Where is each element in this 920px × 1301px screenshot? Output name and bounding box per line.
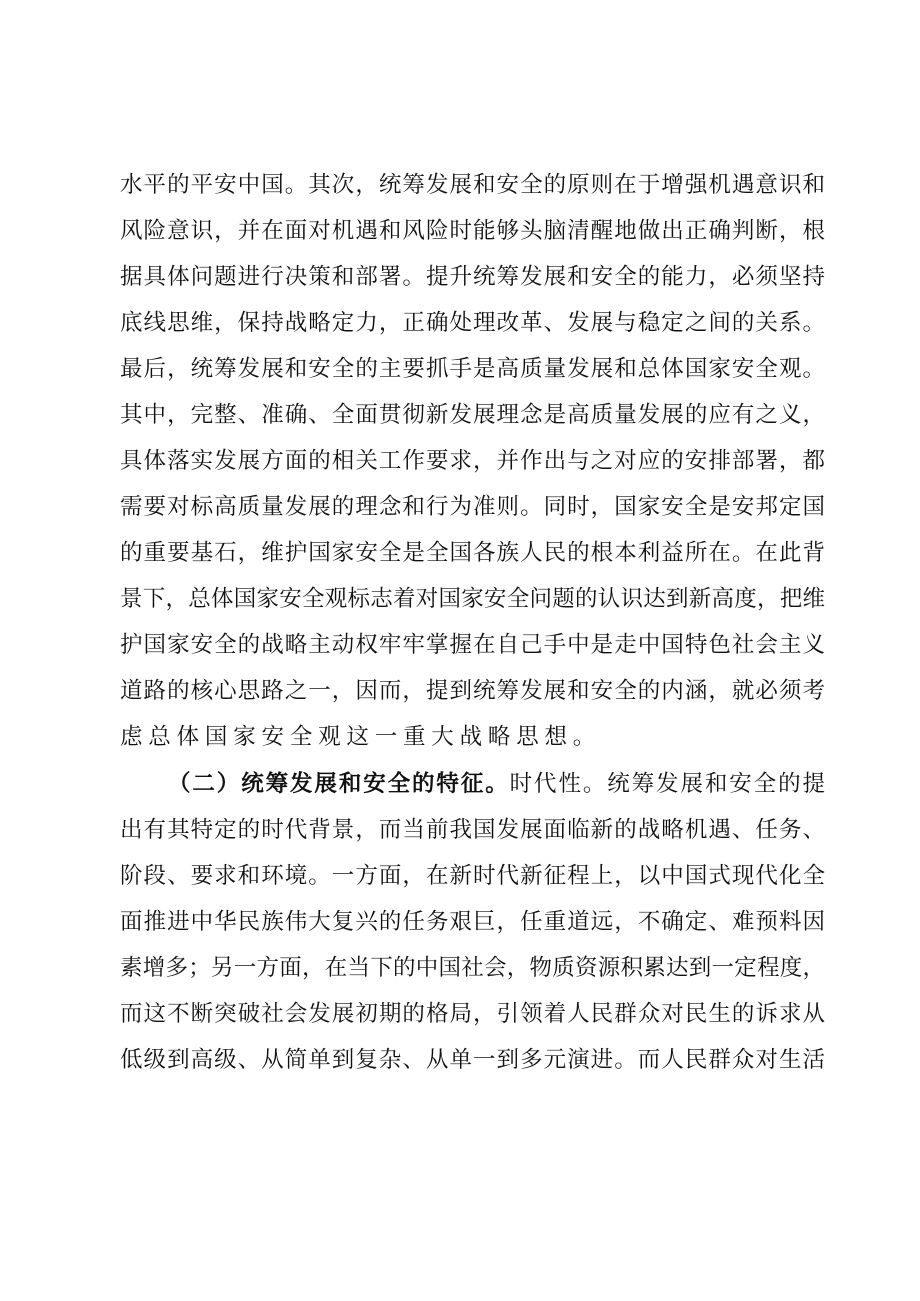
paragraph-line: 面推进中华民族伟大复兴的任务艰巨，任重道远，不确定、难预料因: [120, 909, 825, 935]
paragraph-line: 最后，统筹发展和安全的主要抓手是高质量发展和总体国家安全观。: [120, 356, 825, 382]
paragraph-line: 其中，完整、准确、全面贯彻新发展理念是高质量发展的应有之义，: [120, 402, 825, 428]
paragraph-line: 素增多；另一方面，在当下的中国社会，物质资源积累达到一定程度，: [120, 955, 825, 981]
paragraph-line: 低级到高级、从简单到复杂、从单一到多元演进。而人民群众对生活: [120, 1047, 825, 1073]
paragraph-line: 需要对标高质量发展的理念和行为准则。同时，国家安全是安邦定国: [120, 494, 825, 520]
paragraph-line: 虑总体国家安全观这一重大战略思想。: [120, 724, 602, 750]
paragraph-line: 具体落实发展方面的相关工作要求，并作出与之对应的安排部署，都: [120, 448, 825, 474]
paragraph-line: 风险意识，并在面对机遇和风险时能够头脑清醒地做出正确判断，根: [120, 218, 825, 244]
paragraph-line: 据具体问题进行决策和部署。提升统筹发展和安全的能力，必须坚持: [120, 264, 825, 290]
paragraph-line: 出有其特定的时代背景，而当前我国发展面临新的战略机遇、任务、: [120, 817, 825, 843]
paragraph-line: 护国家安全的战略主动权牢牢掌握在自己手中是走中国特色社会主义: [120, 632, 825, 658]
paragraph-line: 道路的核心思路之一，因而，提到统筹发展和安全的内涵，就必须考: [120, 678, 825, 704]
paragraph-line: 底线思维，保持战略定力，正确处理改革、发展与稳定之间的关系。: [120, 310, 825, 336]
section-heading-rest: 时代性。统筹发展和安全的提: [509, 771, 825, 797]
paragraph-line: 阶段、要求和环境。一方面，在新时代新征程上，以中国式现代化全: [120, 863, 825, 889]
paragraph-line: 而这不断突破社会发展初期的格局，引领着人民群众对民生的诉求从: [120, 1001, 825, 1027]
paragraph-line: 的重要基石，维护国家安全是全国各族人民的根本利益所在。在此背: [120, 540, 825, 566]
section-heading-line: [168, 764, 825, 804]
paragraph-line: 景下，总体国家安全观标志着对国家安全问题的认识达到新高度，把维: [120, 586, 825, 612]
section-heading: （二）统筹发展和安全的特征。: [168, 771, 510, 797]
paragraph-line: 水平的平安中国。其次，统筹发展和安全的原则在于增强机遇意识和: [120, 172, 825, 198]
